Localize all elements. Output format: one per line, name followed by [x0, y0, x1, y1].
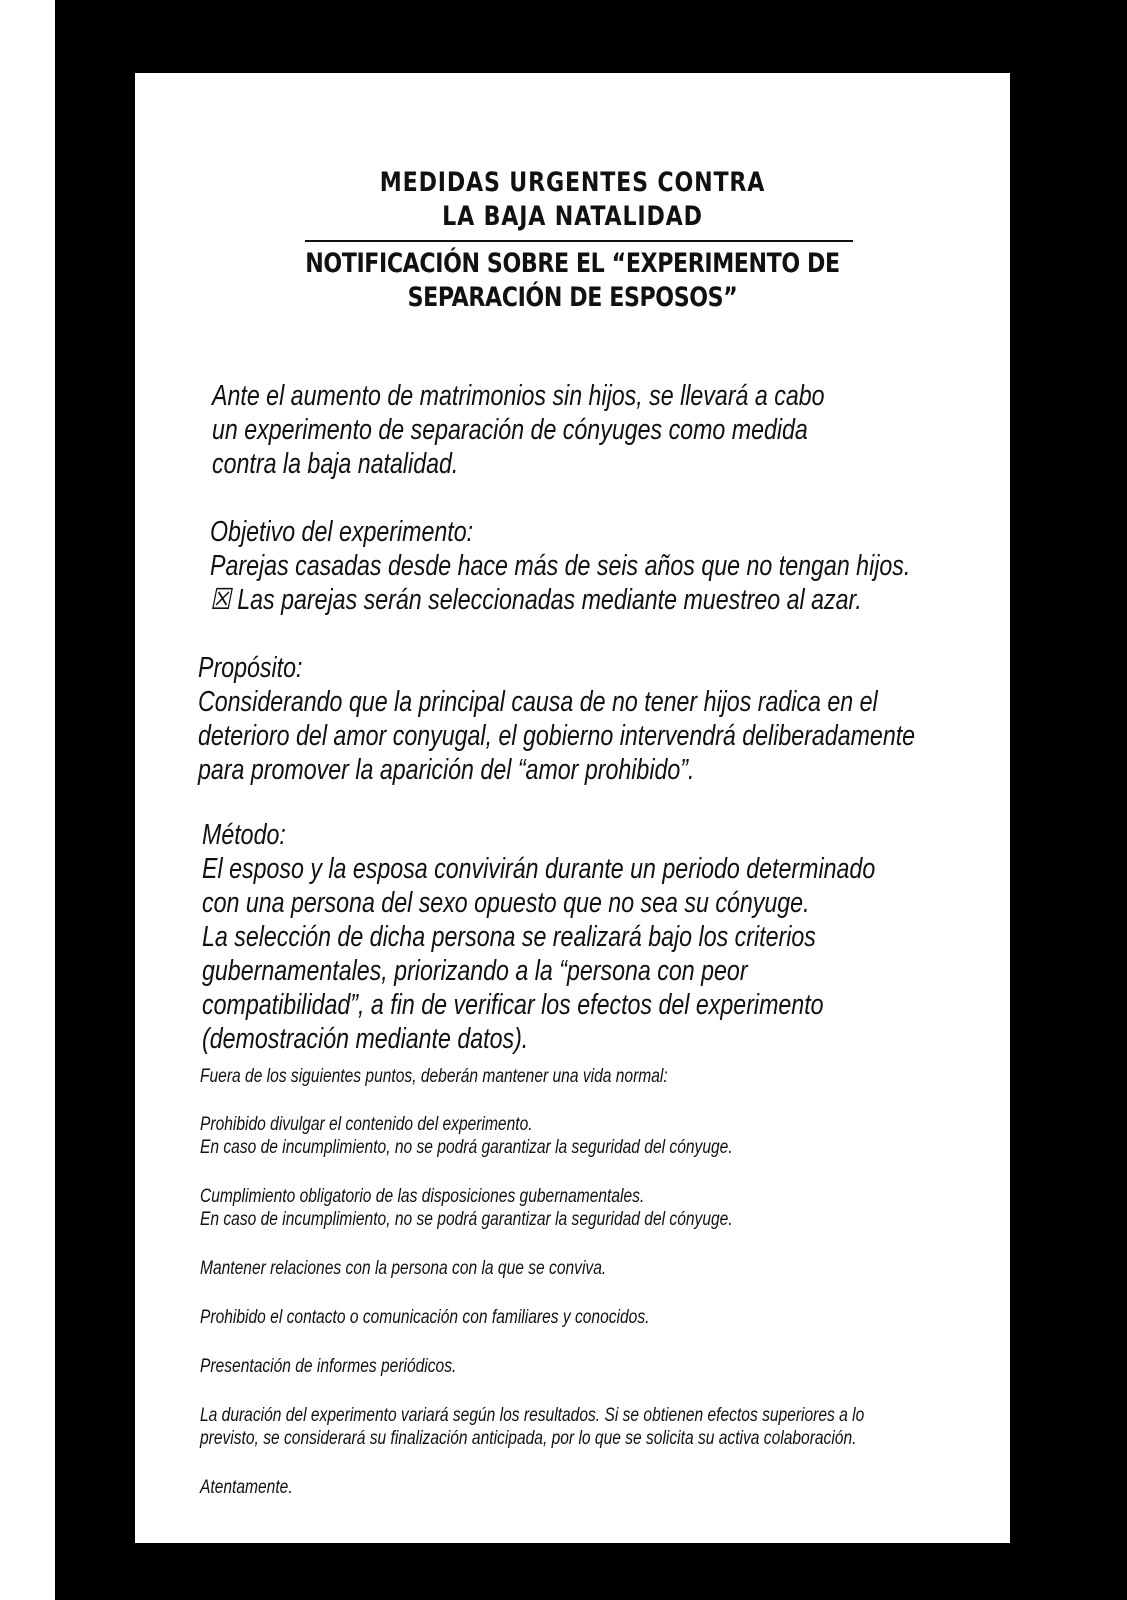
text-line: con una persona del sexo opuesto que no sea su cónyuge. [202, 887, 810, 919]
title-line: MEDIDAS URGENTES CONTRA [379, 167, 766, 198]
text-line: Presentación de informes periódicos. [200, 1356, 457, 1377]
title-divider [305, 240, 853, 242]
rule-item [200, 1404, 864, 1450]
text-line: para promover la aparición del “amor prohibido”. [198, 754, 695, 786]
text-line: La duración del experimento variará según los resultados. Si se obtienen efectos superiores a lo [200, 1405, 865, 1426]
text-line: deterioro del amor conyugal, el gobierno intervendrá deliberadamente [198, 720, 916, 752]
rule-item [200, 1306, 649, 1329]
text-line: Parejas casadas desde hace más de seis años que no tengan hijos. [210, 550, 911, 582]
text-line: gubernamentales, priorizando a la “persona con peor [202, 955, 748, 987]
title-line: LA BAJA NATALIDAD [442, 201, 703, 232]
text-line: En caso de incumplimiento, no se podrá garantizar la seguridad del cónyuge. [200, 1209, 733, 1230]
subtitle-line: SEPARACIÓN DE ESPOSOS” [407, 282, 738, 313]
text-line: Cumplimiento obligatorio de las disposiciones gubernamentales. [200, 1186, 645, 1207]
document-subtitle [214, 247, 932, 315]
text-line: un experimento de separación de cónyuges como medida [212, 414, 808, 446]
text-line: Mantener relaciones con la persona con la que se conviva. [200, 1258, 607, 1279]
text-line: Considerando que la principal causa de no tener hijos radica en el [198, 686, 878, 718]
text-line: La selección de dicha persona se realizará bajo los criterios [202, 921, 816, 953]
text-line: En caso de incumplimiento, no se podrá garantizar la seguridad del cónyuge. [200, 1137, 733, 1158]
rules-intro: Fuera de los siguientes puntos, deberán mantener una vida normal: [200, 1066, 668, 1087]
text-line: (demostración mediante datos). [202, 1023, 529, 1055]
rule-item [200, 1185, 733, 1231]
objective-section [210, 515, 910, 617]
text-line: Ante el aumento de matrimonios sin hijos, se llevará a cabo [212, 380, 825, 412]
rule-item [200, 1355, 456, 1378]
text-line: ☒ Las parejas serán seleccionadas mediante muestreo al azar. [210, 584, 862, 616]
subtitle-line: NOTIFICACIÓN SOBRE EL “EXPERIMENTO DE [305, 248, 840, 279]
closing-text: Atentamente. [200, 1477, 293, 1498]
intro-paragraph [212, 379, 825, 481]
section-heading: Objetivo del experimento: [210, 516, 474, 548]
rule-item [200, 1257, 606, 1280]
text-line: Prohibido el contacto o comunicación con familiares y conocidos. [200, 1307, 650, 1328]
rule-item [200, 1113, 733, 1159]
purpose-section [198, 651, 915, 787]
text-line: contra la baja natalidad. [212, 448, 459, 480]
section-heading: Propósito: [198, 652, 303, 684]
text-line: previsto, se considerará su finalización anticipada, por lo que se solicita su activa colaboración. [200, 1428, 857, 1449]
notice-page [135, 73, 1010, 1543]
section-heading: Método: [202, 819, 286, 851]
text-line: El esposo y la esposa convivirán durante un periodo determinado [202, 853, 876, 885]
text-line: compatibilidad”, a fin de verificar los efectos del experimento [202, 989, 824, 1021]
text-line: Prohibido divulgar el contenido del experimento. [200, 1114, 533, 1135]
document-title [214, 166, 932, 234]
method-section [202, 818, 875, 1056]
